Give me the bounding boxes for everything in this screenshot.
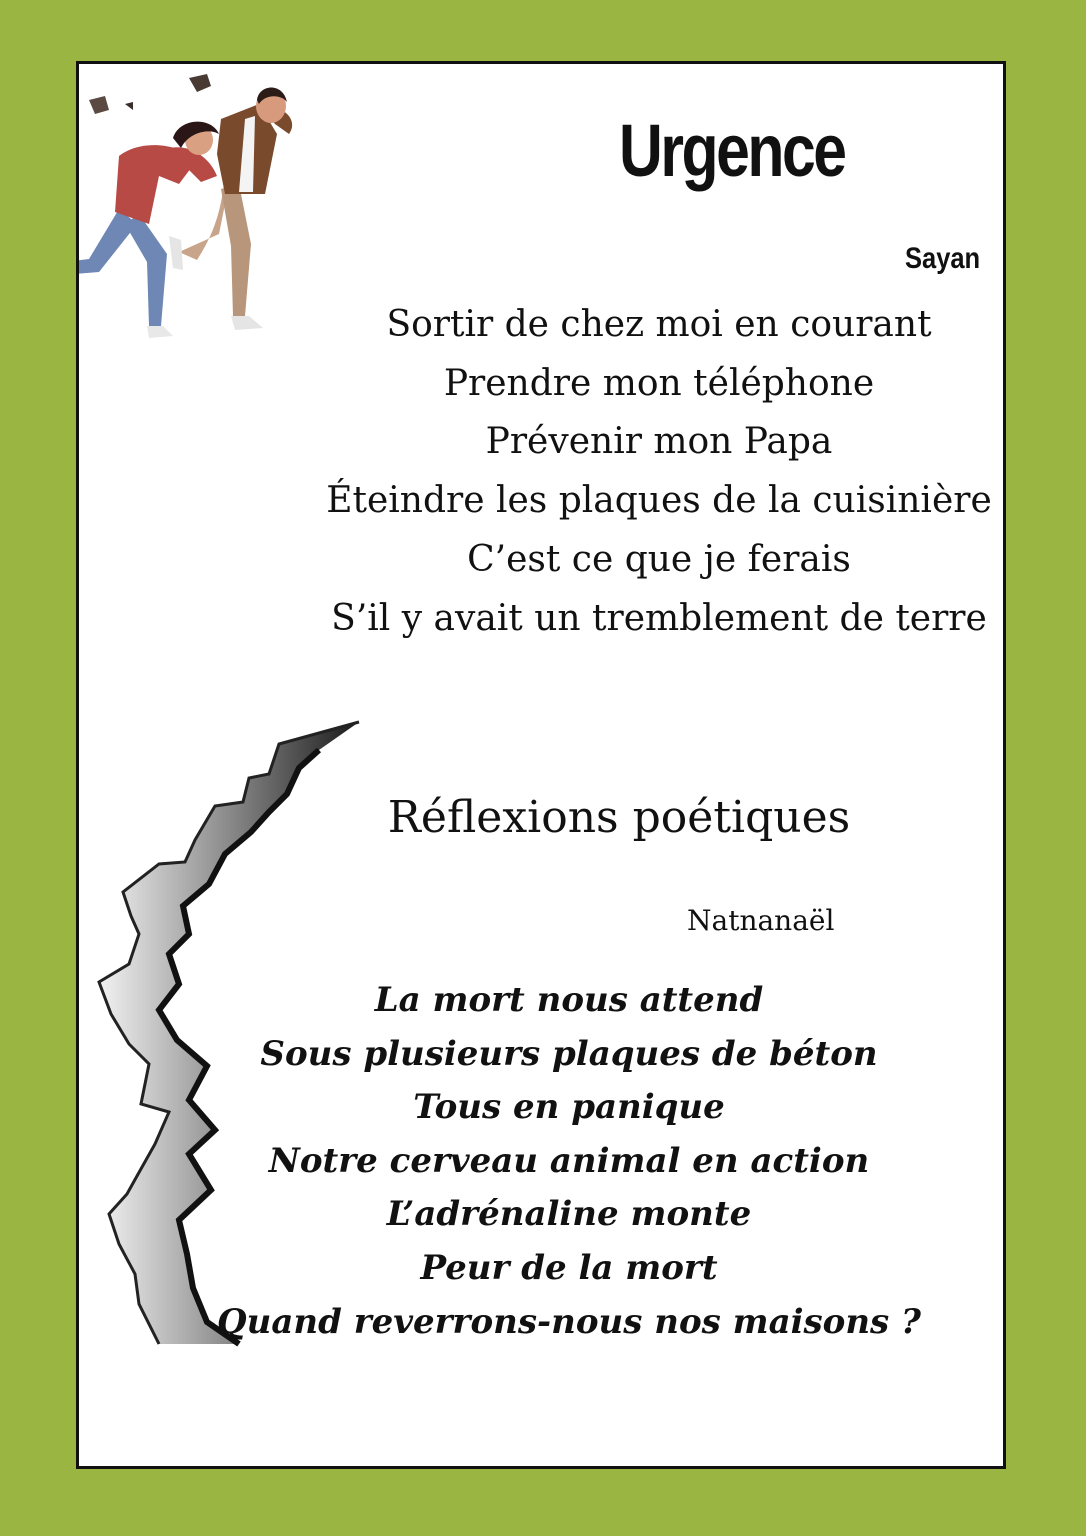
woman-leg — [125, 214, 167, 326]
man-shoe — [231, 316, 263, 330]
poem2-line: La mort nous attend — [374, 980, 764, 1020]
poem2-title: Réflexions poétiques — [387, 792, 851, 843]
poem1-line: C’est ce que je ferais — [467, 538, 851, 580]
debris-rock — [89, 96, 109, 114]
poem1-line: Éteindre les plaques de la cuisinière — [326, 480, 992, 522]
woman-shoe — [147, 326, 173, 338]
poem2-author: Natnanaël — [687, 904, 835, 937]
poem2-line: Tous en panique — [413, 1087, 725, 1128]
woman-leg-back — [76, 209, 137, 276]
poem1-line: Sortir de chez moi en courant — [386, 304, 932, 345]
poem2-body — [139, 974, 999, 1349]
poem2-line: Notre cerveau animal en action — [268, 1140, 870, 1181]
poem1-title: Urgence — [619, 109, 845, 192]
fleeing-people-illustration — [76, 64, 349, 354]
debris-rock — [125, 102, 133, 110]
poem-page — [76, 61, 1006, 1469]
poem2-line: Quand reverrons-nous nos maisons ? — [217, 1301, 921, 1342]
debris-rock — [189, 74, 211, 92]
man-leg-back — [179, 184, 229, 260]
poem1-author: Sayan — [905, 242, 981, 275]
man-shoe-back — [169, 236, 183, 270]
poem1-line: S’il y avait un tremblement de terre — [331, 597, 987, 639]
poem1-line: Prévenir mon Papa — [485, 421, 833, 463]
poem2-line: L’adrénaline monte — [386, 1194, 752, 1235]
poem1-line: Prendre mon téléphone — [443, 362, 875, 404]
poem2-line: Peur de la mort — [420, 1247, 718, 1288]
poem1-body — [319, 296, 999, 648]
man-leg — [221, 184, 251, 316]
poem2-line: Sous plusieurs plaques de béton — [260, 1033, 878, 1074]
